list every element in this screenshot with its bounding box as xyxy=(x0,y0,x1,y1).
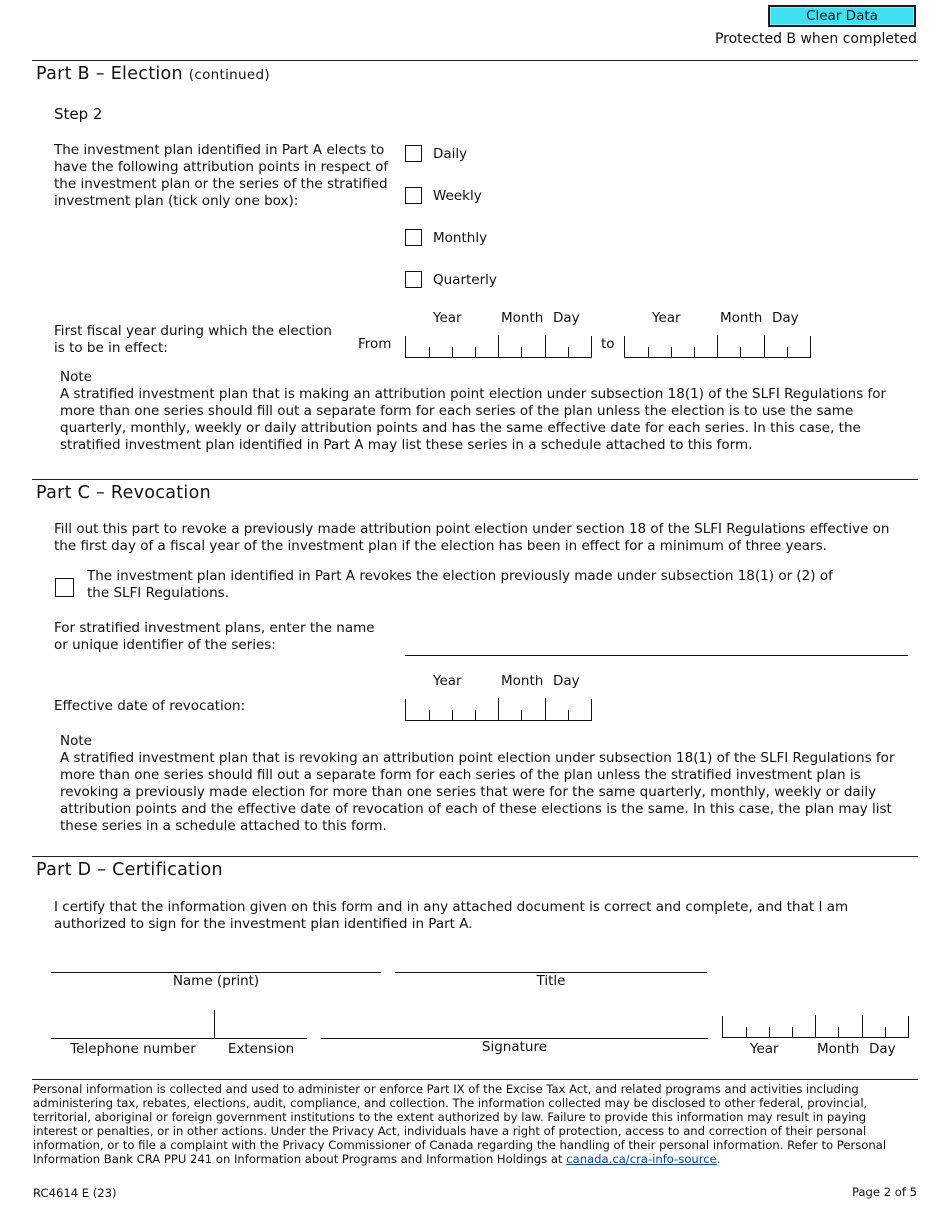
series-label: For stratified investment plans, enter the name or unique identifier of the series: xyxy=(54,620,375,653)
divider xyxy=(32,479,918,480)
checkbox-revoke[interactable] xyxy=(55,578,74,597)
from-date-field[interactable] xyxy=(405,336,592,358)
checkbox-weekly[interactable] xyxy=(405,187,422,204)
checkbox-monthly[interactable] xyxy=(405,229,422,246)
certification-text: I certify that the information given on this form and in any attached document is correct and complete, and that I am authorized to sign for the investment plan identified in Part A. xyxy=(54,899,849,932)
note-text: A stratified investment plan that is making an attribution point election under subsection 18(1) of the SLFI Regulations for more than one series should fill out a separate form for each series of the plan unless the election is to use the same quarterly, monthly, weekly or daily attribution points and has the same effective date for each series. In this case, the stratified investment plan identified in Part A may list these series in a schedule attached to this form. xyxy=(60,386,887,453)
revocation-intro: Fill out this part to revoke a previously made attribution point election under section 18 of the SLFI Regulations effective on the first day of a fiscal year of the investment plan if the election has been in effect for a minimum of three years. xyxy=(54,521,890,554)
divider xyxy=(32,1079,918,1080)
series-input[interactable] xyxy=(405,655,908,656)
name-label: Name (print) xyxy=(172,973,260,989)
phone-extension-divider xyxy=(214,1010,215,1038)
clear-data-button[interactable]: Clear Data xyxy=(768,5,916,27)
signature-label: Signature xyxy=(481,1039,548,1055)
protected-label: Protected B when completed xyxy=(714,31,917,47)
fiscal-year-label: First fiscal year during which the election is to be in effect: xyxy=(54,323,332,356)
date-year-label: Year xyxy=(433,673,462,689)
checkbox-quarterly[interactable] xyxy=(405,271,422,288)
extension-label: Extension xyxy=(227,1041,295,1057)
monthly-label: Monthly xyxy=(433,230,488,246)
divider xyxy=(32,60,918,61)
signature-date-field[interactable] xyxy=(722,1016,909,1038)
form-id: RC4614 E (23) xyxy=(33,1186,117,1200)
effective-date-label: Effective date of revocation: xyxy=(54,698,246,714)
checkbox-daily[interactable] xyxy=(405,145,422,162)
date-month-label: Month xyxy=(720,310,763,326)
date-day-label: Day xyxy=(553,310,580,326)
date-year-label: Year xyxy=(652,310,681,326)
note-title: Note xyxy=(60,733,92,749)
page-number: Page 2 of 5 xyxy=(851,1185,917,1199)
weekly-label: Weekly xyxy=(433,188,482,204)
daily-label: Daily xyxy=(433,146,468,162)
note-title: Note xyxy=(60,369,92,385)
date-month-label: Month xyxy=(501,310,544,326)
date-day-label: Day xyxy=(553,673,580,689)
divider xyxy=(32,856,918,857)
step-2-heading: Step 2 xyxy=(54,105,103,123)
quarterly-label: Quarterly xyxy=(433,272,497,288)
from-label: From xyxy=(358,336,392,352)
revocation-date-field[interactable] xyxy=(405,699,592,721)
date-year-label: Year xyxy=(433,310,462,326)
date-month-label: Month xyxy=(817,1041,860,1057)
date-month-label: Month xyxy=(501,673,544,689)
part-b-title: Part B – Election (continued) xyxy=(36,64,270,84)
date-day-label: Day xyxy=(772,310,799,326)
telephone-input[interactable] xyxy=(51,1038,307,1039)
date-year-label: Year xyxy=(750,1041,779,1057)
election-instruction: The investment plan identified in Part A elects to have the following attribution points in respect of the investment plan or the series of the stratified investment plan (tick only one box): xyxy=(54,142,389,209)
part-c-title: Part C – Revocation xyxy=(36,483,211,503)
telephone-label: Telephone number xyxy=(70,1041,196,1057)
privacy-notice: Personal information is collected and used to administer or enforce Part IX of the Excise Tax Act, and related programs and activities including administering tax, rebates, elections, audit, compliance, and collection. The information collected may be disclosed to other federal, provincial, territorial, aboriginal or foreign government institutions to the extent authorized by law. Failure to provide this information may result in paying interest or penalties, or in other actions. Under the Privacy Act, individuals have a right of protection, access to and correction of their personal information, or to file a complaint with the Privacy Commissioner of Canada regarding the handling of their personal information. Refer to Personal Information Bank CRA PPU 241 on Information about Programs and Information Holdings at canada.ca/cra-info-source. xyxy=(33,1082,887,1166)
cra-info-source-link[interactable]: canada.ca/cra-info-source xyxy=(566,1152,717,1166)
part-d-title: Part D – Certification xyxy=(36,860,223,880)
to-label: to xyxy=(601,336,615,352)
note-text: A stratified investment plan that is revoking an attribution point election under subsection 18(1) of the SLFI Regulations for more than one series should fill out a separate form for each series of the plan unless the stratified investment plan is revoking a previously made election for more than one series that were for the same quarterly, monthly, weekly or daily attribution points and the effective date of revocation of each of these elections is the same. In this case, the plan may list these series in a schedule attached to this form. xyxy=(60,750,895,834)
revoke-statement: The investment plan identified in Part A revokes the election previously made under subsection 18(1) or (2) of the SLFI Regulations. xyxy=(87,568,833,601)
title-label: Title xyxy=(536,973,566,989)
to-date-field[interactable] xyxy=(624,336,811,358)
date-day-label: Day xyxy=(869,1041,896,1057)
